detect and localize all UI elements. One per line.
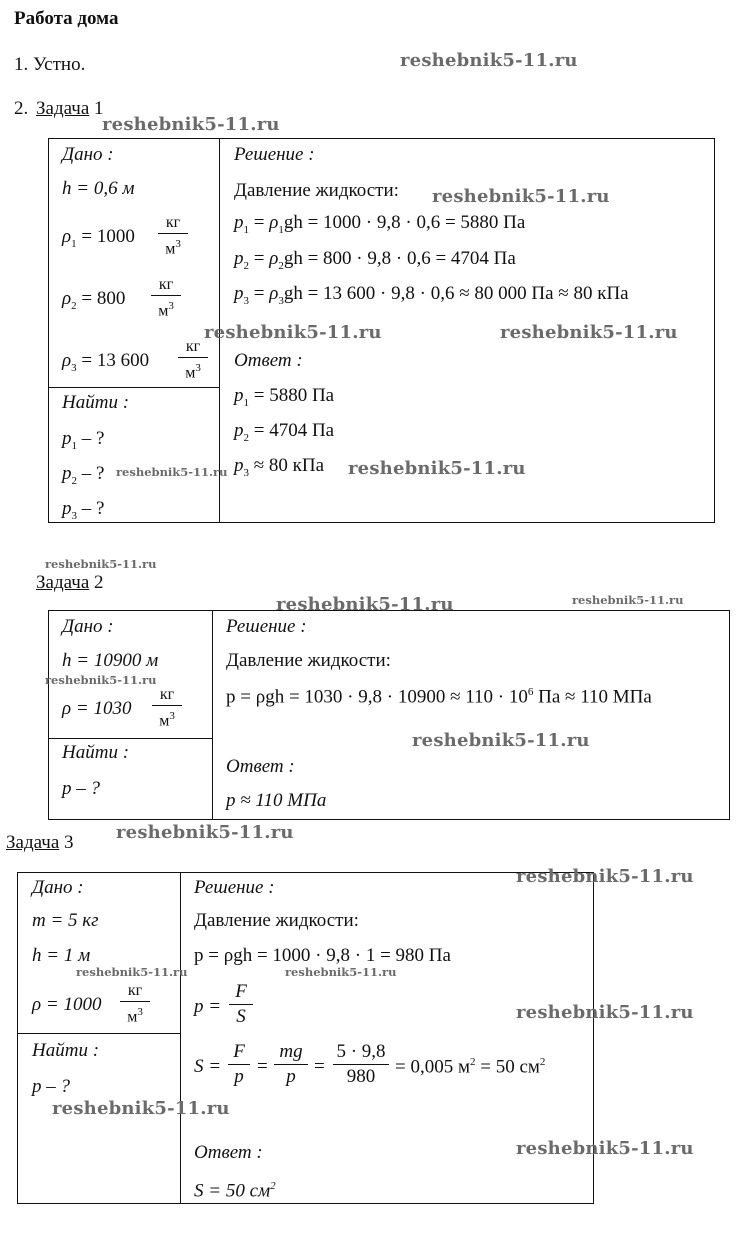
task1-given-h: h = 0,6 м: [62, 178, 135, 199]
task3-pressure-text: Давление жидкости:: [194, 910, 359, 931]
watermark: reshebnik5-11.ru: [116, 822, 294, 843]
task3-eq2-left: p =: [194, 996, 222, 1017]
task3-frac-F-over-S: F S: [229, 981, 253, 1028]
watermark: reshebnik5-11.ru: [516, 1002, 694, 1023]
unit-exp: 3: [168, 300, 174, 312]
task1-rho1-unit: [158, 214, 188, 258]
task3-find-p: p – ?: [32, 1076, 70, 1097]
task2-rho-unit: [152, 686, 182, 730]
task2-divider-horizontal: [48, 738, 213, 739]
task2-solution-label: Решение :: [226, 616, 307, 637]
task2-given-h: h = 10900 м: [62, 650, 159, 671]
task3-eq3-sign1: =: [257, 1056, 268, 1077]
item-1-oral: 1. Устно.: [14, 54, 86, 75]
task1-find-label: Найти :: [62, 392, 130, 413]
task2-given-label: Дано :: [62, 616, 114, 637]
task2-answer: p ≈ 110 МПа: [226, 790, 327, 811]
watermark: reshebnik5-11.ru: [276, 594, 454, 615]
unit-m: м: [185, 364, 196, 382]
task2-table: [48, 610, 730, 820]
task2-equation: $p = \rho gh = 1030 \cdot 9,8 \cdot 10900 \approx 110 \cdot 10^6$ Па ≈ 110 МПа: [226, 686, 652, 708]
task1-answer-label: Ответ :: [234, 350, 303, 371]
unit-m: м: [158, 302, 169, 320]
unit-kg: кг: [127, 982, 143, 999]
task3-heading-word: Задача: [6, 832, 60, 853]
task2-find-p: p – ?: [62, 778, 100, 799]
task2-heading-num: 2: [89, 572, 104, 593]
task3-given-rho: ρ = 1000: [32, 994, 102, 1015]
watermark: reshebnik5-11.ru: [516, 1138, 694, 1159]
watermark: reshebnik5-11.ru: [52, 1098, 230, 1119]
task1-find-p3: $p_3$ – ?: [62, 498, 105, 522]
task1-solution-label: Решение :: [234, 144, 315, 165]
task1-pressure-text: Давление жидкости:: [234, 180, 399, 201]
watermark: reshebnik5-11.ru: [45, 557, 157, 571]
task1-divider-horizontal: [48, 387, 220, 388]
task1-rho1-value: = 1000: [76, 226, 135, 247]
task3-answer: S = 50 $см^2$: [194, 1180, 276, 1202]
task1-find-p1: $p_1$ – ?: [62, 428, 105, 452]
watermark: reshebnik5-11.ru: [285, 965, 397, 979]
unit-kg: кг: [159, 686, 175, 703]
item-2-number: 2.: [14, 98, 29, 119]
watermark: reshebnik5-11.ru: [102, 114, 280, 135]
task1-heading-num: 1: [89, 98, 104, 119]
unit-m: м: [127, 1008, 138, 1026]
task3-frac-F-over-p: F p: [228, 1041, 250, 1088]
task2-answer-label: Ответ :: [226, 756, 295, 777]
task1-answer-p3: $p_3 \approx 80$ кПа: [234, 455, 325, 479]
task1-given-rho3: $\rho_3 = 13$ 600: [62, 350, 150, 374]
task1-given-rho1: $\rho_1 = 1000$: [62, 226, 135, 250]
task1-rho2-unit: [151, 276, 181, 320]
task3-eq3-sign2: =: [314, 1056, 325, 1077]
task3-solution-label: Решение :: [194, 877, 275, 898]
task2-divider-vertical: [212, 610, 213, 820]
task1-answer-p1: $p_1 = 5880$ Па: [234, 385, 335, 409]
watermark: reshebnik5-11.ru: [204, 322, 382, 343]
task1-rho2-value: = 800: [76, 288, 126, 309]
task1-heading: [36, 98, 104, 120]
watermark: reshebnik5-11.ru: [432, 186, 610, 207]
watermark: reshebnik5-11.ru: [500, 322, 678, 343]
task3-find-label: Найти :: [32, 1040, 100, 1061]
task1-given-label: Дано :: [62, 144, 114, 165]
watermark: reshebnik5-11.ru: [572, 593, 684, 607]
task1-answer-p2: $p_2 = 4704$ Па: [234, 420, 335, 444]
task3-divider-horizontal: [17, 1033, 181, 1034]
task1-rho3-unit: [178, 338, 208, 382]
task3-frac-numeric: 5 · 9,8 980: [333, 1041, 389, 1088]
task1-given-rho2: $\rho_2 = 800$: [62, 288, 126, 312]
unit-exp: 3: [137, 1006, 143, 1018]
unit-exp: 3: [169, 710, 175, 722]
task3-eq3-left: S =: [194, 1056, 222, 1077]
task3-divider-vertical: [180, 872, 181, 1204]
task1-eq3: $p_3 = \rho_3gh = 13$ 600 · 9,8 · 0,6 ≈ 80 000 Па ≈ 80 кПа: [234, 283, 629, 307]
watermark: reshebnik5-11.ru: [412, 730, 590, 751]
task1-rho3-value: = 13 600: [76, 350, 150, 371]
watermark: reshebnik5-11.ru: [76, 965, 188, 979]
task2-given-rho: ρ = 1030: [62, 698, 132, 719]
unit-kg: кг: [158, 276, 174, 293]
task1-heading-word: Задача: [36, 98, 90, 119]
task2-heading-word: Задача: [36, 572, 90, 593]
task2-heading: [36, 572, 104, 594]
task3-answer-label: Ответ :: [194, 1142, 263, 1163]
task2-pressure-text: Давление жидкости:: [226, 650, 391, 671]
task3-frac-mg-over-p: mg p: [274, 1041, 308, 1088]
task2-find-label: Найти :: [62, 742, 130, 763]
task3-given-m: m = 5 кг: [32, 910, 99, 931]
watermark: reshebnik5-11.ru: [516, 866, 694, 887]
page-title: Работа дома: [14, 8, 119, 29]
watermark: reshebnik5-11.ru: [348, 458, 526, 479]
task3-given-h: h = 1 м: [32, 945, 91, 966]
unit-m: м: [159, 712, 170, 730]
task3-eq3-result: = 0,005 $м^2 = 50$ $см^2$: [395, 1056, 546, 1078]
task1-eq1: $p_1 = \rho_1gh = 1000 \cdot 9,8 \cdot 0,6 = 5880$ Па: [234, 212, 526, 236]
unit-kg: кг: [165, 214, 181, 231]
unit-kg: кг: [185, 338, 201, 355]
task3-heading-num: 3: [59, 832, 74, 853]
task3-given-label: Дано :: [32, 877, 84, 898]
task1-eq2: $p_2 = \rho_2gh = 800 \cdot 9,8 \cdot 0,6 = 4704$ Па: [234, 248, 516, 272]
unit-exp: 3: [195, 362, 201, 374]
watermark: reshebnik5-11.ru: [116, 465, 228, 479]
unit-exp: 3: [175, 238, 181, 250]
unit-m: м: [165, 240, 176, 258]
task3-rho-unit: [120, 982, 150, 1026]
task1-find-p2: $p_2$ – ?: [62, 463, 105, 487]
task3-heading: [6, 832, 74, 854]
task3-eq1: p = ρgh = 1000 · 9,8 · 1 = 980 Па: [194, 945, 451, 966]
watermark: reshebnik5-11.ru: [45, 673, 157, 687]
watermark: reshebnik5-11.ru: [400, 50, 578, 71]
